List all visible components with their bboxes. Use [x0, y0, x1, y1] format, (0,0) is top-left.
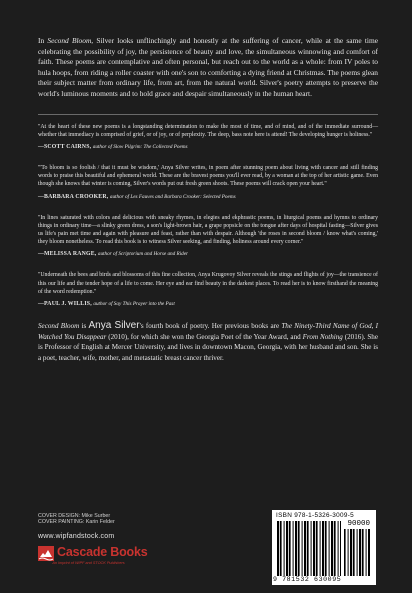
- endorsement-attribution: [38, 300, 378, 308]
- endorsement-quote: "In lines saturated with colors and delicious with sneaky rhymes, in elegies and ekphrastic poems, in liturgical poems and hymns to ordinary things in ordinary time—a slinky green dress, a son's light-brown hair, a grape popsicle on the tongue after days of hospital fasting—Silver gives us life's pain met time and again with pleasure and feast, rather than with despair. Although 'the roses in second bloom / know what's coming,' they bloom nonetheless. To read this book is to witness Silver seeking, and finding, holiness around every corner.": [38, 214, 378, 246]
- endorsement-quote: "At the heart of these new poems is a longstanding determination to make the most of time, and of mind, and of the immediate surround—whether that immediacy is comprised of grief, or of joy, or of perplexity. The deep, bass note here is attend! The developing hunger is holiness.": [38, 123, 378, 138]
- book-title: The Ninety-Third Name of God: [281, 322, 372, 330]
- bio-text: is: [79, 322, 89, 330]
- bio-text: ,: [371, 322, 376, 330]
- endorsement-attribution: [38, 193, 378, 201]
- endorsement: [38, 214, 378, 259]
- endorsement-quote: "Underneath the bees and birds and blossoms of this fine collection, Anya Krugovoy Silver reveals the stings and flights of joy—the transience of this our life and the tender hope of a life to come. Her eye and ear find beauty in the darkest places. To read her is to know firsthand the meaning of the word redemption.": [38, 272, 378, 295]
- bio-text: (2010), for which she won the Georgia Poet of the Year Award, and: [106, 332, 303, 341]
- description-text: In: [38, 36, 48, 45]
- endorser-description: author of Say This Prayer into the Past: [93, 301, 175, 307]
- barcode-digits: 9 781532 630095: [273, 576, 342, 583]
- price-barcode: [344, 529, 370, 576]
- endorsement: [38, 164, 378, 201]
- publisher-url[interactable]: www.wipfandstock.com: [38, 533, 115, 540]
- endorsement-quote: "'To bloom is so foolish / that it must be wisdom,' Anya Silver writes, in poem after stunning poem about living with cancer and still finding words to praise this beautiful and ephemeral world. These are the bravest poems you'll ever read, by a woman at the top of her artistic game. Even though she knows that winter is coming, Silver's words put out fresh green shoots. These poems will crack open your heart.": [38, 164, 378, 188]
- book-title: I Watched You Disappear: [38, 322, 379, 341]
- endorser-name: —BARBARA CROOKER,: [38, 193, 109, 200]
- book-title: Second Bloom: [47, 36, 92, 45]
- author-name: Anya Silver: [88, 320, 140, 331]
- divider: [38, 114, 378, 115]
- book-title: Second Bloom: [38, 322, 80, 330]
- endorsement-attribution: [38, 250, 378, 258]
- endorsement: [38, 123, 378, 151]
- bio-text: (2016). She is Professor of English at Mercer University, and lives in downtown Macon, Georgia, with her husband and son. She is a poet, teacher, wife, mother, and metastatic breast cancer thriver.: [38, 332, 378, 362]
- ean-barcode: [277, 521, 341, 576]
- endorser-description: author of Slow Pilgrim: The Collected Poems: [92, 143, 188, 150]
- price-code: 90000: [347, 520, 370, 528]
- isbn-text: ISBN 978-1-5326-3009-5: [276, 512, 355, 519]
- author-bio: [38, 321, 378, 363]
- endorser-description: author of Scriptorium and Horse and Rider: [97, 251, 189, 258]
- description-text: , Silver looks unflinchingly and honestly at the suffering of cancer, while at the same time celebrating the possibility of joy, the persistence of beauty and love, the simultaneous winnowing and comfort of faith. These poems are contemplative and often personal, but reach out to the world as a whole: from IV poles to hula hoops, from riding a roller coaster with one's son to comforting a dying friend at Christmas. The poems glean their subject matter from ordinary life, from art, from the natural world. Silver's poetry attempts to preserve the world's luminous moments and to hold grace and despair simultaneously in the human heart.: [38, 36, 378, 98]
- endorser-description: author of Les Fauves and Barbara Crooker: Selected Poems: [109, 193, 236, 200]
- cover-design-credit: COVER DESIGN: Mike Surber: [38, 513, 111, 519]
- endorsement-attribution: [38, 143, 378, 151]
- publisher-name: Cascade Books: [57, 545, 148, 559]
- endorser-name: —SCOTT CAIRNS,: [38, 143, 92, 150]
- book-description: [38, 36, 378, 100]
- cover-credits: [38, 513, 115, 526]
- endorsement: [38, 271, 378, 308]
- endorser-name: —PAUL J. WILLIS,: [38, 301, 92, 307]
- isbn-barcode: [272, 510, 376, 585]
- book-title: From Nothing: [302, 332, 343, 341]
- publisher-logo: [38, 545, 148, 571]
- cover-painting-credit: COVER PAINTING: Karin Felder: [38, 519, 115, 526]
- endorser-name: —MELISSA RANGE,: [38, 251, 97, 258]
- bio-text: 's fourth book of poetry. Her previous books are: [139, 322, 282, 330]
- cascade-logo-icon: [38, 546, 54, 561]
- publisher-imprint: An Imprint of WIPF and STOCK Publishers: [52, 561, 125, 565]
